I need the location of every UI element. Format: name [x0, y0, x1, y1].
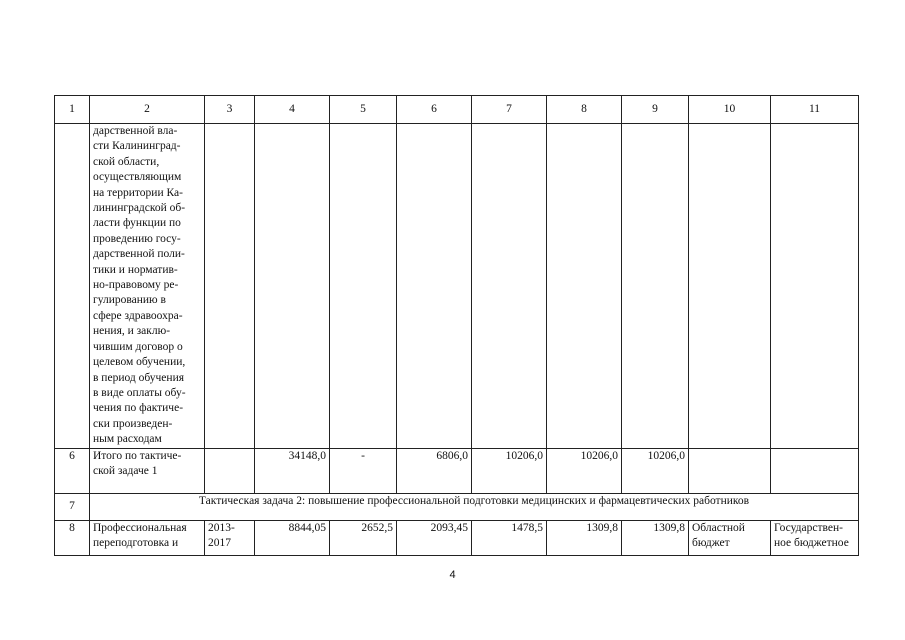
row-number: 8 — [55, 520, 90, 555]
row-2017: 1309,8 — [622, 520, 689, 555]
row-2014: 2093,45 — [397, 520, 472, 555]
header-cell: 10 — [689, 96, 771, 124]
header-cell: 9 — [622, 96, 689, 124]
header-row — [55, 96, 859, 124]
row-total: 8844,05 — [255, 520, 330, 555]
header-cell: 11 — [771, 96, 859, 124]
header-cell: 7 — [472, 96, 547, 124]
header-cell: 8 — [547, 96, 622, 124]
row-2016: 10206,0 — [547, 448, 622, 493]
row-source — [689, 448, 771, 493]
row-2013: 2652,5 — [330, 520, 397, 555]
task2-heading: Тактическая задача 2: повышение профессиональной подготовки медицинских и фармацевтических работников — [90, 493, 859, 520]
header-cell: 4 — [255, 96, 330, 124]
header-cell: 3 — [205, 96, 255, 124]
header-cell: 2 — [90, 96, 205, 124]
header-cell: 6 — [397, 96, 472, 124]
header-cell: 1 — [55, 96, 90, 124]
row-2013: - — [330, 448, 397, 493]
row-2015: 10206,0 — [472, 448, 547, 493]
row-total: 34148,0 — [255, 448, 330, 493]
table-row-8 — [55, 520, 859, 555]
row-2014: 6806,0 — [397, 448, 472, 493]
row-number: 7 — [55, 493, 90, 520]
continuation-text: дарственной вла- сти Калининград- ской области, осуществляющим на территории Ка- лининградской об- ласти функции по проведению госу- дарственной поли- тики и норматив- но-правовому ре- гулированию в сфере здравоохра- нения, и заклю- чившим договор о целевом обучении, в период обучения в виде оплаты обу- чения по фактиче- ски произведен- ным расходам — [90, 124, 205, 449]
continuation-row — [55, 124, 859, 449]
row-2016: 1309,8 — [547, 520, 622, 555]
row-2017: 10206,0 — [622, 448, 689, 493]
row-period: 2013- 2017 — [205, 520, 255, 555]
row-executor: Государствен- ное бюджетное — [771, 520, 859, 555]
row-period — [205, 448, 255, 493]
table-row-task2 — [55, 493, 859, 520]
row-source: Областной бюджет — [689, 520, 771, 555]
row-name: Профессиональная переподготовка и — [90, 520, 205, 555]
row-name: Итого по тактиче- ской задаче 1 — [90, 448, 205, 493]
page-number: 4 — [449, 569, 456, 581]
row-2015: 1478,5 — [472, 520, 547, 555]
program-table — [54, 95, 859, 556]
row-number: 6 — [55, 448, 90, 493]
row-executor — [771, 448, 859, 493]
header-cell: 5 — [330, 96, 397, 124]
table-row-total-task1 — [55, 448, 859, 493]
